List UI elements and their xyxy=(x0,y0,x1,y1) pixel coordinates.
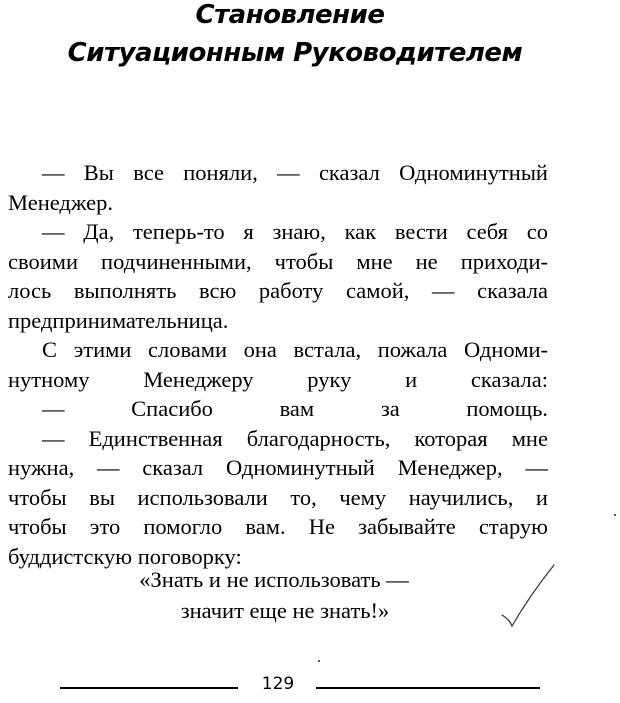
ink-speck xyxy=(318,660,320,662)
word: и xyxy=(405,366,418,392)
word: она xyxy=(243,337,277,362)
word: мне xyxy=(511,425,548,451)
word: предпринимательница. xyxy=(8,307,229,333)
word: и xyxy=(535,484,548,510)
word: теперь-то xyxy=(132,219,225,244)
text-line xyxy=(8,335,548,365)
word: сказал xyxy=(318,160,380,185)
word: С xyxy=(42,337,58,362)
word: вам. xyxy=(245,514,286,539)
text-line xyxy=(8,453,548,483)
word: — xyxy=(432,278,455,303)
word: — xyxy=(42,160,65,185)
word: нужна, xyxy=(8,455,75,480)
word: Спасибо xyxy=(131,396,213,421)
word: сказал xyxy=(142,455,204,480)
word: Менеджеру xyxy=(143,366,254,392)
word: руку xyxy=(307,366,352,392)
word: использовали xyxy=(137,484,268,510)
word: научились, xyxy=(408,484,514,510)
text-line xyxy=(8,217,548,247)
text-line xyxy=(8,276,548,306)
text-line xyxy=(8,512,548,542)
word: благодарность, xyxy=(246,425,391,451)
word: чтобы xyxy=(274,248,334,274)
word: встала, xyxy=(293,337,362,362)
word: этими xyxy=(73,337,132,362)
ink-speck xyxy=(614,514,616,516)
word: Одноми- xyxy=(463,337,548,362)
word: — xyxy=(97,455,120,480)
word: — xyxy=(42,396,65,421)
handwritten-checkmark-icon xyxy=(490,540,570,635)
page-number: 129 xyxy=(261,674,295,694)
chapter-title-line-1: Становление xyxy=(195,0,385,30)
word: своими xyxy=(8,248,79,274)
word: Одноминутный xyxy=(399,160,548,185)
word: вести xyxy=(394,219,448,244)
footer-rule-right xyxy=(316,687,540,689)
text-line xyxy=(8,188,548,218)
word: самой, xyxy=(345,278,410,303)
word: как xyxy=(344,219,377,244)
word: забывайте xyxy=(358,514,456,539)
text-line xyxy=(8,247,548,277)
text-line xyxy=(8,158,548,188)
word: выполнять xyxy=(73,278,177,303)
word: я xyxy=(243,219,254,244)
word: нутному xyxy=(8,366,90,392)
word: за xyxy=(380,396,400,421)
word: словами xyxy=(147,337,228,362)
word: лось xyxy=(8,278,52,303)
word: Менеджер, xyxy=(397,455,503,480)
body-text xyxy=(8,158,548,571)
word: чтобы xyxy=(8,484,67,510)
text-line xyxy=(8,394,548,424)
word: поговорку: xyxy=(137,543,242,569)
word: поняли, xyxy=(183,160,258,185)
word: Единственная xyxy=(88,425,223,451)
word: Одноминутный xyxy=(225,455,375,480)
word: себя xyxy=(466,219,508,244)
word: приходи- xyxy=(460,248,548,274)
word: чему xyxy=(339,484,387,510)
quote-line-1: «Знать и не использовать — xyxy=(139,567,409,592)
word: вам xyxy=(279,396,315,421)
word: пожала xyxy=(377,337,448,362)
word: все xyxy=(133,160,164,185)
word: сказала xyxy=(477,278,548,303)
word: Менеджер. xyxy=(8,189,113,215)
word: всю xyxy=(199,278,237,303)
word: это xyxy=(89,514,121,539)
word: то, xyxy=(290,484,317,510)
word: — xyxy=(277,160,300,185)
word: со xyxy=(526,219,548,244)
footer-rule-left xyxy=(60,687,238,689)
word: Да, xyxy=(83,219,115,244)
word: не xyxy=(415,248,438,274)
word: знаю, xyxy=(272,219,326,244)
word: помогло xyxy=(143,514,223,539)
word: — xyxy=(42,219,65,244)
word: Вы xyxy=(83,160,114,185)
text-line xyxy=(8,365,548,395)
word: мне xyxy=(356,248,393,274)
word: сказала: xyxy=(470,366,548,392)
word: — xyxy=(42,425,65,451)
chapter-title-line-2: Ситуационным Руководителем xyxy=(67,38,523,68)
word: работу xyxy=(258,278,324,303)
text-line xyxy=(8,424,548,454)
word: которая xyxy=(414,425,488,451)
word: буддистскую xyxy=(8,543,133,569)
text-line xyxy=(8,306,548,336)
quote-line-2: значит еще не знать!» xyxy=(180,598,390,623)
word: — xyxy=(525,455,548,480)
word: старую xyxy=(478,514,548,539)
word: вы xyxy=(89,484,115,510)
word: Не xyxy=(308,514,335,539)
text-line xyxy=(8,483,548,513)
word: чтобы xyxy=(8,514,67,539)
word: подчиненными, xyxy=(101,248,252,274)
word: помощь. xyxy=(466,396,548,421)
